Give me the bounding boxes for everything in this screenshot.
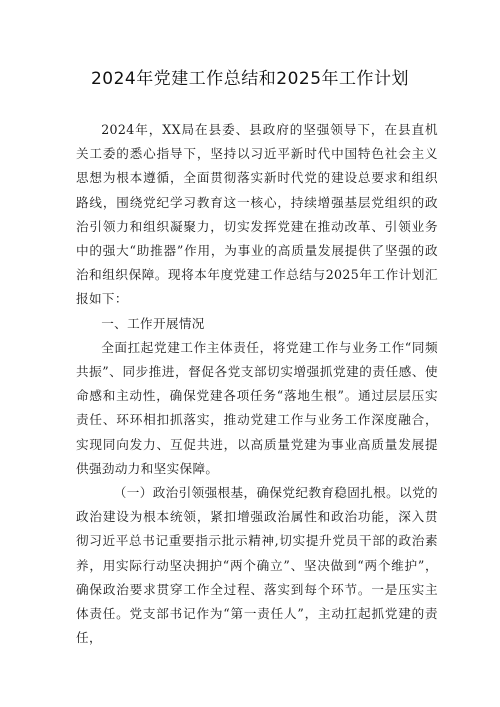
section-paragraph: 全面扛起党建工作主体责任，将党建工作与业务工作“同频共振”、同步推进，督促各党支部切实增强抓党建的责任感、使命感和主动性，确保党建各项任务“落地生根”。通过层层压实责任、环环相扣抓落实，推动党建工作与业务工作深度融合，实现同向发力、互促共进，以高质量党建为事业高质量发展提供强劲动力和坚实保障。 [76, 339, 438, 476]
section-heading: 一、工作开展情况 [101, 315, 205, 331]
document-title: 2024年党建工作总结和2025年工作计划 [90, 69, 410, 89]
intro-paragraph: 2024年，XX局在县委、县政府的坚强领导下，在县直机关工委的悉心指导下，坚持以习近平新时代中国特色社会主义思想为根本遵循，全面贯彻落实新时代党的建设总要求和组织路线，围绕党纪学习教育这一核心，持续增强基层党组织的政治引领力和组织凝聚力，切实发挥党建在推动改革、引领业务中的强大“助推器”作用，为事业的高质量发展提供了坚强的政治和组织保障。现将本年度党建工作总结与2025年工作计划汇报如下： [76, 122, 438, 307]
document-body [76, 118, 438, 650]
subsection-paragraph: （一）政治引领强根基，确保党纪教育稳固扎根。以党的政治建设为根本统领，紧扣增强政治属性和政治功能，深入贯彻习近平总书记重要指示批示精神,切实提升党员干部的政治素养，用实际行动坚决拥护“两个确立”、坚决做到“两个维护”，确保政治要求贯穿工作全过程、落实到每个环节。一是压实主体责任。党支部书记作为“第一责任人”，主动扛起抓党建的责任， [76, 485, 438, 646]
